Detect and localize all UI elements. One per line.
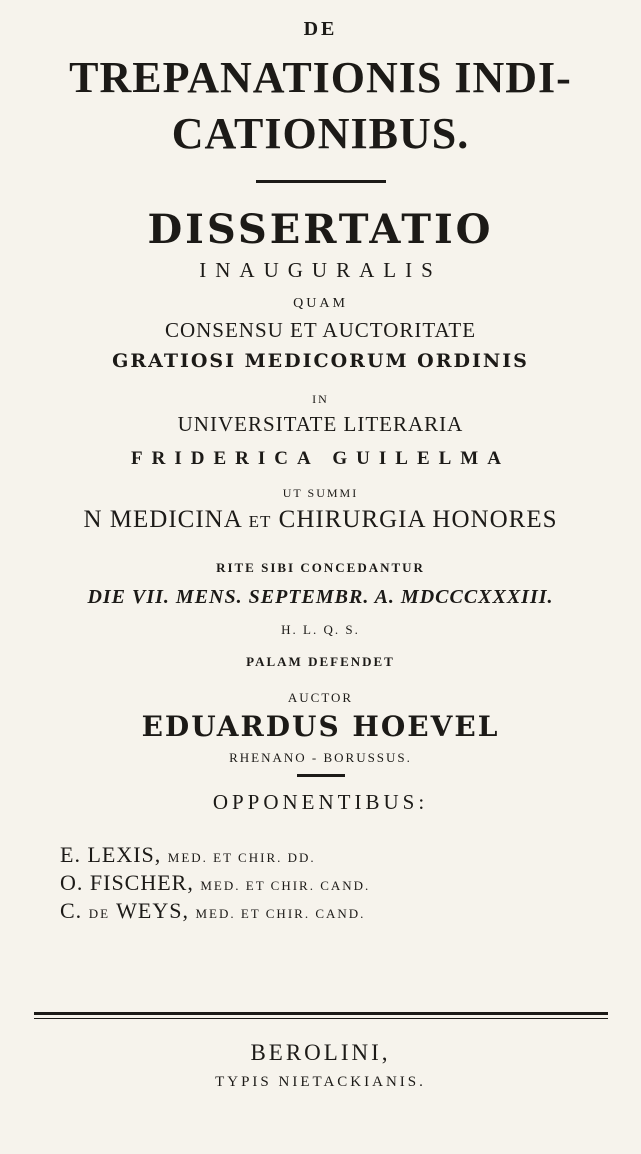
in-line: IN [312,392,329,406]
printer-line: TYPIS NIETACKIANIS. [215,1074,426,1090]
opponent-role: MED. ET CHIR. DD. [167,850,316,865]
opponent-row [60,870,370,896]
date-line: DIE VII. MENS. SEPTEMBR. A. MDCCCXXXIII. [87,586,554,608]
opponent-name: E. LEXIS, [60,842,162,867]
palam-line: PALAM DEFENDET [246,654,395,669]
opponent-name: WEYS, [116,898,189,923]
small-rule [297,774,345,777]
opponentibus-line: OPPONENTIBUS: [212,790,429,814]
opponent-row [60,842,316,868]
honores-b: CHIRURGIA HONORES [278,506,558,533]
ut-summi-line: UT SUMMI [282,486,359,500]
hlqs-line: H. L. Q. S. [281,622,360,637]
title-line-2: CATIONIBUS. [171,109,470,158]
short-rule [256,180,386,183]
friderica-guilelma-line: FRIDERICA GUILELMA [131,448,510,469]
universitate-line: UNIVERSITATE LITERARIA [177,412,464,436]
rite-line: RITE SIBI CONCEDANTUR [216,560,425,575]
author-name: EDUARDUS HOEVEL [141,710,500,743]
opponent-particle: DE [88,906,111,921]
inauguralis-line: INAUGURALIS [199,258,442,282]
consensu-line: CONSENSU ET AUCTORITATE [164,318,477,342]
double-rule-top [34,1012,608,1015]
title-line-1: TREPANATIONIS INDI- [69,53,572,102]
opponent-name: O. FISCHER, [60,870,194,895]
opponent-role: MED. ET CHIR. CAND. [200,878,371,893]
honores-et: ET [248,512,272,531]
auctor-line: AUCTOR [287,690,354,705]
heading-de: DE [303,18,338,40]
city-line: BEROLINI, [250,1040,391,1065]
honores-line [0,506,641,534]
opponent-prefix: C. [60,898,83,923]
gratiosi-ordinis-line: GRATIOSI MEDICORUM ORDINIS [112,350,529,372]
origin-line: RHENANO - BORUSSUS. [229,750,412,765]
honores-a: N MEDICINA [83,506,242,533]
quam-line: QUAM [293,296,348,311]
opponent-role: MED. ET CHIR. CAND. [195,906,366,921]
dissertatio-heading: DISSERTATIO [147,206,494,253]
opponent-row [60,898,365,924]
double-rule-bottom [34,1018,608,1019]
